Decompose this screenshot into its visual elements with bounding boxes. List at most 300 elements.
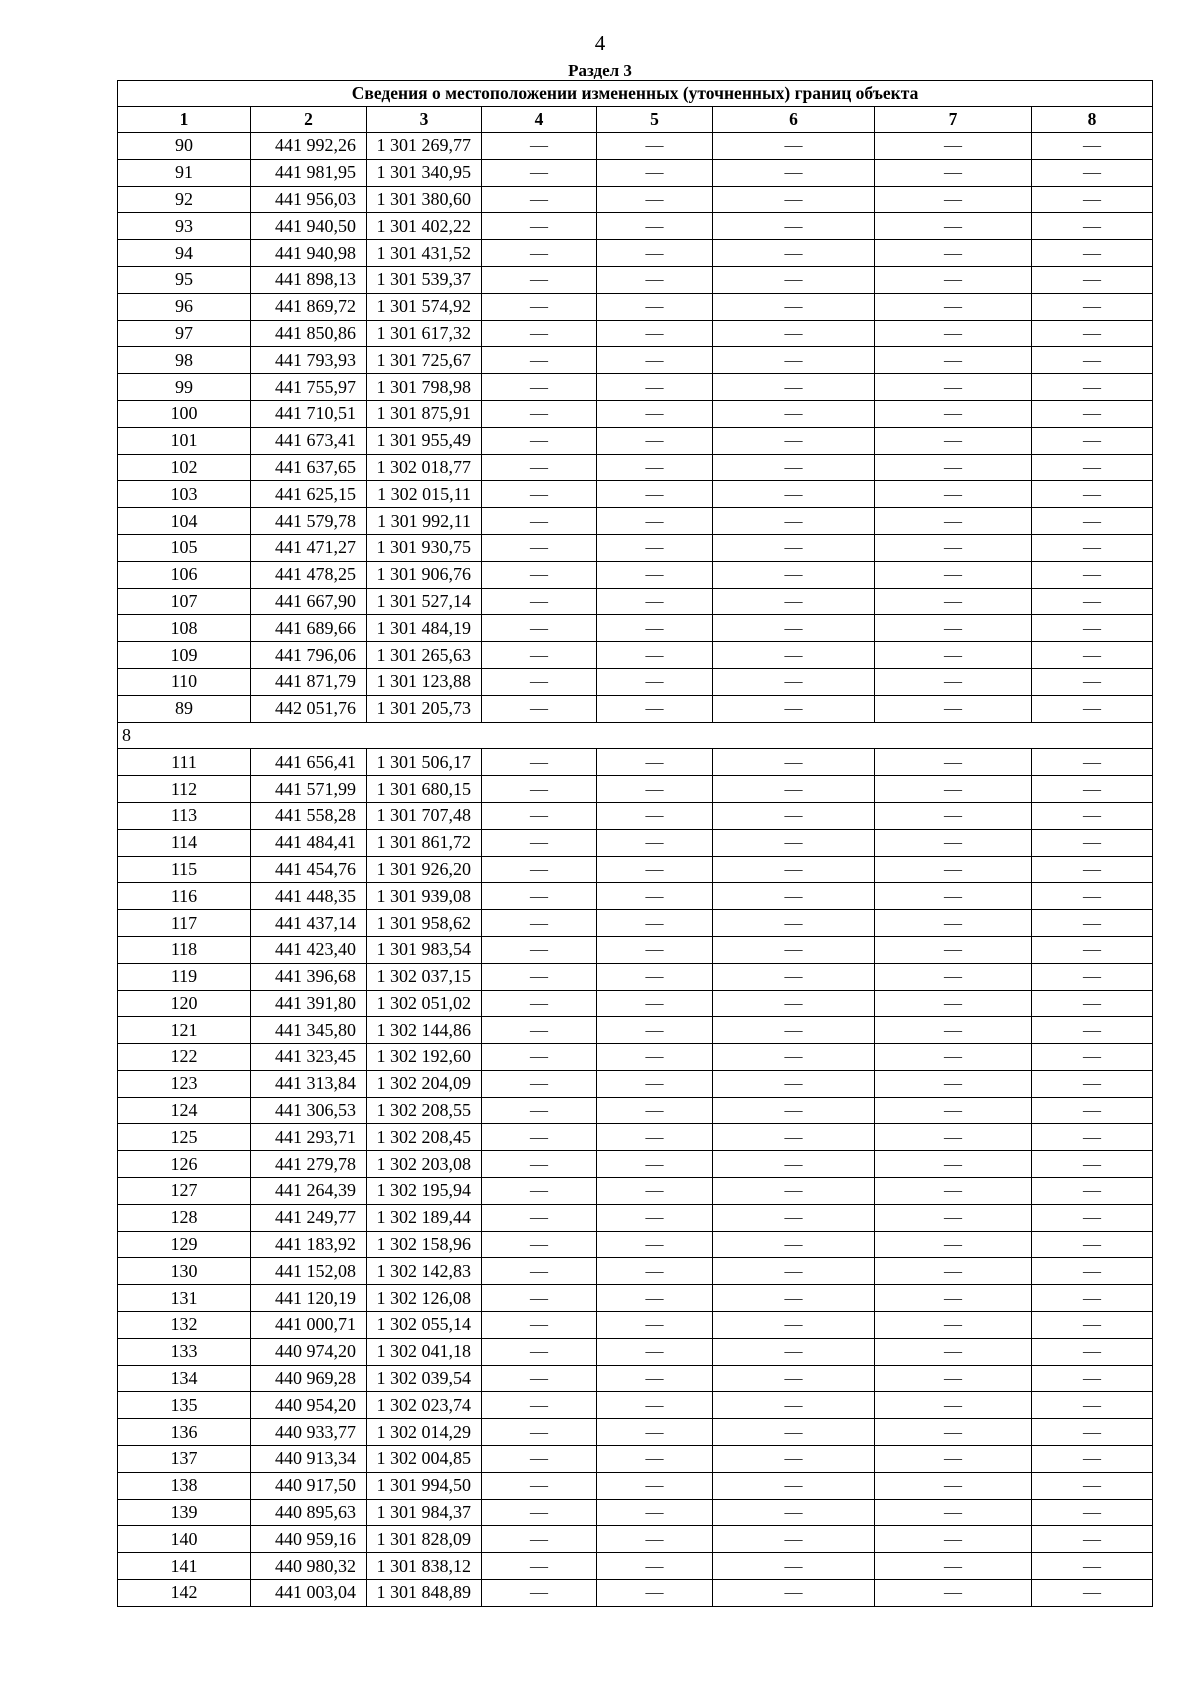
empty-value-cell: —	[1032, 561, 1153, 588]
empty-value-cell: —	[875, 293, 1032, 320]
table-row	[118, 1231, 1153, 1258]
empty-value-cell: —	[713, 1258, 875, 1285]
x-coordinate-cell: 441 656,41	[251, 749, 367, 776]
empty-value-cell: —	[713, 749, 875, 776]
x-coordinate-cell: 441 279,78	[251, 1151, 367, 1178]
table-row	[118, 1097, 1153, 1124]
empty-value-cell: —	[875, 320, 1032, 347]
table-row	[118, 883, 1153, 910]
point-number-cell: 108	[118, 615, 251, 642]
empty-value-cell: —	[713, 1285, 875, 1312]
x-coordinate-cell: 440 959,16	[251, 1526, 367, 1553]
empty-value-cell: —	[713, 213, 875, 240]
y-coordinate-cell: 1 301 680,15	[367, 776, 482, 803]
empty-value-cell: —	[482, 561, 597, 588]
empty-value-cell: —	[713, 1204, 875, 1231]
empty-value-cell: —	[875, 159, 1032, 186]
table-row	[118, 1204, 1153, 1231]
column-number: 3	[367, 107, 482, 133]
y-coordinate-cell: 1 302 144,86	[367, 1017, 482, 1044]
x-coordinate-cell: 441 323,45	[251, 1044, 367, 1071]
empty-value-cell: —	[597, 427, 713, 454]
empty-value-cell: —	[597, 347, 713, 374]
empty-value-cell: —	[713, 400, 875, 427]
y-coordinate-cell: 1 302 142,83	[367, 1258, 482, 1285]
y-coordinate-cell: 1 302 192,60	[367, 1044, 482, 1071]
empty-value-cell: —	[875, 615, 1032, 642]
point-number-cell: 140	[118, 1526, 251, 1553]
empty-value-cell: —	[1032, 1097, 1153, 1124]
empty-value-cell: —	[597, 1312, 713, 1339]
empty-value-cell: —	[1032, 749, 1153, 776]
x-coordinate-cell: 441 152,08	[251, 1258, 367, 1285]
empty-value-cell: —	[597, 668, 713, 695]
table-row	[118, 1526, 1153, 1553]
point-number-cell: 90	[118, 133, 251, 160]
empty-value-cell: —	[1032, 1124, 1153, 1151]
empty-value-cell: —	[597, 963, 713, 990]
x-coordinate-cell: 441 871,79	[251, 668, 367, 695]
empty-value-cell: —	[597, 829, 713, 856]
table-row	[118, 320, 1153, 347]
y-coordinate-cell: 1 302 126,08	[367, 1285, 482, 1312]
empty-value-cell: —	[713, 1580, 875, 1607]
empty-value-cell: —	[875, 1392, 1032, 1419]
table-row	[118, 1312, 1153, 1339]
table-row	[118, 1419, 1153, 1446]
table-row	[118, 1070, 1153, 1097]
empty-value-cell: —	[713, 829, 875, 856]
x-coordinate-cell: 441 264,39	[251, 1178, 367, 1205]
empty-value-cell: —	[713, 1553, 875, 1580]
empty-value-cell: —	[482, 1526, 597, 1553]
empty-value-cell: —	[1032, 320, 1153, 347]
empty-value-cell: —	[713, 1044, 875, 1071]
y-coordinate-cell: 1 302 037,15	[367, 963, 482, 990]
empty-value-cell: —	[713, 481, 875, 508]
x-coordinate-cell: 441 689,66	[251, 615, 367, 642]
empty-value-cell: —	[1032, 642, 1153, 669]
y-coordinate-cell: 1 302 039,54	[367, 1365, 482, 1392]
x-coordinate-cell: 440 980,32	[251, 1553, 367, 1580]
empty-value-cell: —	[1032, 910, 1153, 937]
table-row	[118, 1472, 1153, 1499]
x-coordinate-cell: 441 956,03	[251, 186, 367, 213]
point-number-cell: 107	[118, 588, 251, 615]
point-number-cell: 123	[118, 1070, 251, 1097]
x-coordinate-cell: 441 579,78	[251, 508, 367, 535]
point-number-cell: 131	[118, 1285, 251, 1312]
table-row	[118, 776, 1153, 803]
empty-value-cell: —	[597, 1124, 713, 1151]
table-row	[118, 1124, 1153, 1151]
point-number-cell: 129	[118, 1231, 251, 1258]
section-title: Раздел 3	[568, 61, 632, 80]
empty-value-cell: —	[1032, 1017, 1153, 1044]
point-number-cell: 111	[118, 749, 251, 776]
empty-value-cell: —	[713, 1365, 875, 1392]
empty-value-cell: —	[713, 266, 875, 293]
empty-value-cell: —	[597, 293, 713, 320]
empty-value-cell: —	[875, 347, 1032, 374]
y-coordinate-cell: 1 301 707,48	[367, 802, 482, 829]
empty-value-cell: —	[875, 1472, 1032, 1499]
y-coordinate-cell: 1 301 574,92	[367, 293, 482, 320]
point-number-cell: 106	[118, 561, 251, 588]
x-coordinate-cell: 441 869,72	[251, 293, 367, 320]
empty-value-cell: —	[597, 749, 713, 776]
empty-value-cell: —	[713, 802, 875, 829]
empty-value-cell: —	[713, 642, 875, 669]
empty-value-cell: —	[597, 240, 713, 267]
x-coordinate-cell: 441 249,77	[251, 1204, 367, 1231]
x-coordinate-cell: 441 940,50	[251, 213, 367, 240]
empty-value-cell: —	[482, 1070, 597, 1097]
empty-value-cell: —	[482, 266, 597, 293]
empty-value-cell: —	[713, 856, 875, 883]
empty-value-cell: —	[713, 374, 875, 401]
empty-value-cell: —	[1032, 1526, 1153, 1553]
y-coordinate-cell: 1 302 158,96	[367, 1231, 482, 1258]
y-coordinate-cell: 1 301 848,89	[367, 1580, 482, 1607]
empty-value-cell: —	[713, 186, 875, 213]
table-row	[118, 1258, 1153, 1285]
empty-value-cell: —	[875, 910, 1032, 937]
empty-value-cell: —	[713, 347, 875, 374]
x-coordinate-cell: 440 969,28	[251, 1365, 367, 1392]
empty-value-cell: —	[875, 1526, 1032, 1553]
table-row	[118, 1017, 1153, 1044]
x-coordinate-cell: 441 396,68	[251, 963, 367, 990]
empty-value-cell: —	[713, 1017, 875, 1044]
empty-value-cell: —	[1032, 347, 1153, 374]
empty-value-cell: —	[1032, 695, 1153, 722]
empty-value-cell: —	[875, 856, 1032, 883]
empty-value-cell: —	[597, 802, 713, 829]
point-number-cell: 121	[118, 1017, 251, 1044]
empty-value-cell: —	[482, 374, 597, 401]
point-number-cell: 134	[118, 1365, 251, 1392]
empty-value-cell: —	[713, 1526, 875, 1553]
x-coordinate-cell: 441 571,99	[251, 776, 367, 803]
point-number-cell: 114	[118, 829, 251, 856]
empty-value-cell: —	[597, 159, 713, 186]
point-number-cell: 94	[118, 240, 251, 267]
y-coordinate-cell: 1 301 725,67	[367, 347, 482, 374]
empty-value-cell: —	[482, 1312, 597, 1339]
table-row	[118, 615, 1153, 642]
empty-value-cell: —	[875, 936, 1032, 963]
table-row	[118, 990, 1153, 1017]
point-number-cell: 109	[118, 642, 251, 669]
empty-value-cell: —	[482, 856, 597, 883]
empty-value-cell: —	[875, 561, 1032, 588]
point-number-cell: 126	[118, 1151, 251, 1178]
empty-value-cell: —	[1032, 427, 1153, 454]
table-row	[118, 1553, 1153, 1580]
y-coordinate-cell: 1 302 018,77	[367, 454, 482, 481]
empty-value-cell: —	[482, 534, 597, 561]
empty-value-cell: —	[713, 963, 875, 990]
empty-value-cell: —	[1032, 213, 1153, 240]
empty-value-cell: —	[597, 1419, 713, 1446]
point-number-cell: 125	[118, 1124, 251, 1151]
y-coordinate-cell: 1 301 340,95	[367, 159, 482, 186]
x-coordinate-cell: 441 000,71	[251, 1312, 367, 1339]
y-coordinate-cell: 1 302 204,09	[367, 1070, 482, 1097]
table-row	[118, 695, 1153, 722]
empty-value-cell: —	[482, 1472, 597, 1499]
point-number-cell: 91	[118, 159, 251, 186]
empty-value-cell: —	[1032, 1392, 1153, 1419]
point-number-cell: 136	[118, 1419, 251, 1446]
y-coordinate-cell: 1 301 984,37	[367, 1499, 482, 1526]
point-number-cell: 115	[118, 856, 251, 883]
column-number-row	[118, 107, 1153, 133]
x-coordinate-cell: 441 120,19	[251, 1285, 367, 1312]
empty-value-cell: —	[597, 642, 713, 669]
x-coordinate-cell: 441 558,28	[251, 802, 367, 829]
table-row	[118, 454, 1153, 481]
point-number-cell: 104	[118, 508, 251, 535]
empty-value-cell: —	[713, 1151, 875, 1178]
empty-value-cell: —	[875, 1097, 1032, 1124]
x-coordinate-cell: 440 954,20	[251, 1392, 367, 1419]
empty-value-cell: —	[713, 776, 875, 803]
y-coordinate-cell: 1 301 402,22	[367, 213, 482, 240]
empty-value-cell: —	[713, 1312, 875, 1339]
empty-value-cell: —	[482, 1338, 597, 1365]
empty-value-cell: —	[1032, 802, 1153, 829]
empty-value-cell: —	[482, 1499, 597, 1526]
y-coordinate-cell: 1 301 506,17	[367, 749, 482, 776]
empty-value-cell: —	[875, 400, 1032, 427]
y-coordinate-cell: 1 301 926,20	[367, 856, 482, 883]
empty-value-cell: —	[1032, 454, 1153, 481]
empty-value-cell: —	[482, 588, 597, 615]
point-number-cell: 117	[118, 910, 251, 937]
empty-value-cell: —	[482, 829, 597, 856]
table-row	[118, 133, 1153, 160]
x-coordinate-cell: 440 974,20	[251, 1338, 367, 1365]
boundary-coordinates-table	[117, 80, 1153, 1607]
table-row	[118, 1044, 1153, 1071]
empty-value-cell: —	[597, 1151, 713, 1178]
table-row	[118, 186, 1153, 213]
y-coordinate-cell: 1 301 906,76	[367, 561, 482, 588]
empty-value-cell: —	[713, 1419, 875, 1446]
point-number-cell: 110	[118, 668, 251, 695]
empty-value-cell: —	[1032, 1258, 1153, 1285]
x-coordinate-cell: 441 981,95	[251, 159, 367, 186]
empty-value-cell: —	[597, 1553, 713, 1580]
point-number-cell: 119	[118, 963, 251, 990]
point-number-cell: 127	[118, 1178, 251, 1205]
empty-value-cell: —	[1032, 615, 1153, 642]
empty-value-cell: —	[1032, 1580, 1153, 1607]
empty-value-cell: —	[482, 1231, 597, 1258]
empty-value-cell: —	[1032, 1231, 1153, 1258]
empty-value-cell: —	[482, 293, 597, 320]
empty-value-cell: —	[482, 1178, 597, 1205]
empty-value-cell: —	[1032, 400, 1153, 427]
empty-value-cell: —	[875, 1044, 1032, 1071]
x-coordinate-cell: 440 933,77	[251, 1419, 367, 1446]
x-coordinate-cell: 442 051,76	[251, 695, 367, 722]
empty-value-cell: —	[1032, 1499, 1153, 1526]
point-number-cell: 132	[118, 1312, 251, 1339]
empty-value-cell: —	[597, 1097, 713, 1124]
point-number-cell: 128	[118, 1204, 251, 1231]
empty-value-cell: —	[597, 990, 713, 1017]
column-number: 2	[251, 107, 367, 133]
empty-value-cell: —	[875, 481, 1032, 508]
y-coordinate-cell: 1 302 041,18	[367, 1338, 482, 1365]
x-coordinate-cell: 441 625,15	[251, 481, 367, 508]
empty-value-cell: —	[875, 213, 1032, 240]
empty-value-cell: —	[875, 695, 1032, 722]
column-number: 4	[482, 107, 597, 133]
empty-value-cell: —	[1032, 1151, 1153, 1178]
y-coordinate-cell: 1 301 958,62	[367, 910, 482, 937]
empty-value-cell: —	[713, 588, 875, 615]
x-coordinate-cell: 441 313,84	[251, 1070, 367, 1097]
empty-value-cell: —	[1032, 1419, 1153, 1446]
y-coordinate-cell: 1 301 983,54	[367, 936, 482, 963]
y-coordinate-cell: 1 301 930,75	[367, 534, 482, 561]
empty-value-cell: —	[597, 374, 713, 401]
point-number-cell: 103	[118, 481, 251, 508]
y-coordinate-cell: 1 301 828,09	[367, 1526, 482, 1553]
empty-value-cell: —	[1032, 990, 1153, 1017]
empty-value-cell: —	[875, 668, 1032, 695]
x-coordinate-cell: 441 183,92	[251, 1231, 367, 1258]
empty-value-cell: —	[713, 508, 875, 535]
x-coordinate-cell: 440 917,50	[251, 1472, 367, 1499]
empty-value-cell: —	[597, 1258, 713, 1285]
empty-value-cell: —	[597, 400, 713, 427]
x-coordinate-cell: 441 448,35	[251, 883, 367, 910]
empty-value-cell: —	[713, 883, 875, 910]
empty-value-cell: —	[597, 615, 713, 642]
y-coordinate-cell: 1 301 380,60	[367, 186, 482, 213]
table-row	[118, 588, 1153, 615]
empty-value-cell: —	[875, 1124, 1032, 1151]
table-body	[118, 133, 1153, 1607]
x-coordinate-cell: 441 454,76	[251, 856, 367, 883]
empty-value-cell: —	[713, 159, 875, 186]
empty-value-cell: —	[875, 508, 1032, 535]
y-coordinate-cell: 1 301 861,72	[367, 829, 482, 856]
empty-value-cell: —	[597, 534, 713, 561]
empty-value-cell: —	[875, 1446, 1032, 1473]
point-number-cell: 124	[118, 1097, 251, 1124]
empty-value-cell: —	[597, 695, 713, 722]
empty-value-cell: —	[713, 320, 875, 347]
empty-value-cell: —	[1032, 1204, 1153, 1231]
point-number-cell: 135	[118, 1392, 251, 1419]
point-number-cell: 97	[118, 320, 251, 347]
y-coordinate-cell: 1 301 875,91	[367, 400, 482, 427]
empty-value-cell: —	[597, 588, 713, 615]
empty-value-cell: —	[597, 186, 713, 213]
point-number-cell: 98	[118, 347, 251, 374]
empty-value-cell: —	[482, 776, 597, 803]
y-coordinate-cell: 1 301 939,08	[367, 883, 482, 910]
empty-value-cell: —	[875, 963, 1032, 990]
x-coordinate-cell: 441 478,25	[251, 561, 367, 588]
table-row	[118, 1338, 1153, 1365]
y-coordinate-cell: 1 301 955,49	[367, 427, 482, 454]
empty-value-cell: —	[482, 1258, 597, 1285]
empty-value-cell: —	[1032, 240, 1153, 267]
empty-value-cell: —	[597, 1526, 713, 1553]
table-row	[118, 1446, 1153, 1473]
empty-value-cell: —	[597, 1472, 713, 1499]
column-number: 7	[875, 107, 1032, 133]
y-coordinate-cell: 1 301 527,14	[367, 588, 482, 615]
x-coordinate-cell: 441 796,06	[251, 642, 367, 669]
y-coordinate-cell: 1 301 617,32	[367, 320, 482, 347]
point-number-cell: 92	[118, 186, 251, 213]
empty-value-cell: —	[1032, 1044, 1153, 1071]
x-coordinate-cell: 441 003,04	[251, 1580, 367, 1607]
empty-value-cell: —	[713, 990, 875, 1017]
empty-value-cell: —	[875, 829, 1032, 856]
empty-value-cell: —	[875, 1231, 1032, 1258]
point-number-cell: 93	[118, 213, 251, 240]
empty-value-cell: —	[597, 320, 713, 347]
empty-value-cell: —	[1032, 1472, 1153, 1499]
table-row	[118, 936, 1153, 963]
column-number: 6	[713, 107, 875, 133]
x-coordinate-cell: 441 898,13	[251, 266, 367, 293]
empty-value-cell: —	[875, 990, 1032, 1017]
empty-value-cell: —	[482, 1151, 597, 1178]
empty-value-cell: —	[597, 481, 713, 508]
empty-value-cell: —	[597, 266, 713, 293]
empty-value-cell: —	[597, 883, 713, 910]
empty-value-cell: —	[597, 133, 713, 160]
empty-value-cell: —	[713, 936, 875, 963]
empty-value-cell: —	[713, 615, 875, 642]
empty-value-cell: —	[1032, 374, 1153, 401]
empty-value-cell: —	[713, 910, 875, 937]
x-coordinate-cell: 441 667,90	[251, 588, 367, 615]
empty-value-cell: —	[482, 936, 597, 963]
empty-value-cell: —	[875, 240, 1032, 267]
point-number-cell: 89	[118, 695, 251, 722]
empty-value-cell: —	[875, 588, 1032, 615]
empty-value-cell: —	[875, 1178, 1032, 1205]
empty-value-cell: —	[482, 481, 597, 508]
empty-value-cell: —	[1032, 883, 1153, 910]
table-row	[118, 561, 1153, 588]
point-number-cell: 141	[118, 1553, 251, 1580]
table-row	[118, 856, 1153, 883]
empty-value-cell: —	[1032, 1178, 1153, 1205]
y-coordinate-cell: 1 302 015,11	[367, 481, 482, 508]
point-number-cell: 120	[118, 990, 251, 1017]
empty-value-cell: —	[713, 1446, 875, 1473]
empty-value-cell: —	[1032, 1338, 1153, 1365]
empty-value-cell: —	[875, 534, 1032, 561]
empty-value-cell: —	[875, 1580, 1032, 1607]
empty-value-cell: —	[482, 615, 597, 642]
point-number-cell: 139	[118, 1499, 251, 1526]
empty-value-cell: —	[875, 1151, 1032, 1178]
x-coordinate-cell: 441 391,80	[251, 990, 367, 1017]
